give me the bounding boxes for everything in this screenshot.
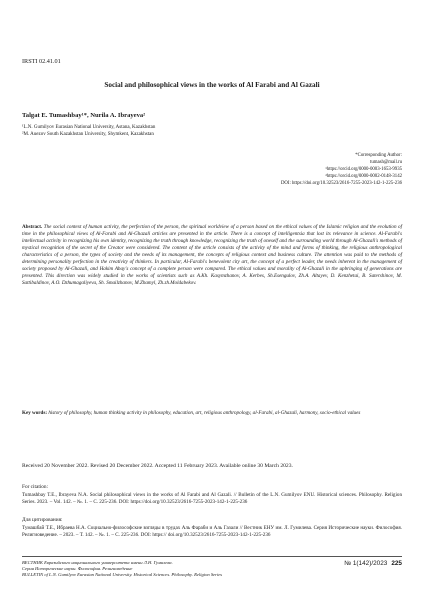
affiliation-1: ¹L.N. Gumilyov Eurasian National University, Astana, Kazakhstan <box>22 125 156 130</box>
orcid-link-1[interactable]: ¹https://orcid.org/0000-0003-1653-9935 <box>325 167 402 172</box>
footer-divider <box>22 556 402 557</box>
corresponding-label: *Corresponding Author: <box>355 153 402 158</box>
footer-line-1: ВЕСТНИК Евразийского национального университета имени Л.Н. Гумилева. <box>22 560 173 565</box>
doi-link[interactable]: DOI: https://doi.org/10.32523/2616-7255-2023-142-1-225-236 <box>280 181 402 186</box>
citation-ru-heading: Для цитирования: <box>22 517 63 523</box>
page-number: 225 <box>391 560 402 567</box>
abstract-label: Abstract. <box>22 224 43 230</box>
journal-footer <box>22 560 222 579</box>
article-title: Social and philosophical views in the works of Al Farabi and Al Gazali <box>104 81 320 89</box>
citation-en-text: Tumashbay T.E., Ibrayeva N.A. Social philosophical views in the works of Al Farabi and Al Gazali. // Bulletin of the L.N. Gumilyov ENU. Historical sciences. Philosophy. Religion Series. 2023. – Vol. 142. – №. 1. – С. 225-236. DOI: https://doi.org/10.32523/2616-7255-2023-142-1-225-236 <box>22 492 402 506</box>
corresponding-email[interactable]: tumash@mail.ru <box>370 160 402 165</box>
citation-en-heading: For citation: <box>22 484 49 490</box>
orcid-link-2[interactable]: ²https://orcid.org/0000-0002-0148-3142 <box>325 174 402 179</box>
keywords <box>22 410 402 417</box>
footer-line-3: BULLETIN of L.N. Gumilyov Eurasian National University. Historical Sciences. Philosophy. Religion Series <box>22 572 223 578</box>
keywords-label: Key words: <box>22 410 48 416</box>
irsti-code: IRSTI 02.41.01 <box>22 58 61 65</box>
keywords-text: history of philosophy, human thinking activity in philosophy, education, art, religious anthropology, al-Farabi, al-Ghazali, harmony, socio-ethical values <box>48 410 361 416</box>
issue-number: № 1(142)/2023 <box>344 560 388 567</box>
affiliation-2: ²M. Auezov South Kazakhstan University, Shymkent, Kazakhstan <box>22 131 154 137</box>
abstract <box>22 224 402 287</box>
page-info <box>344 560 402 567</box>
footer-line-2: Серия Исторические науки. Философия. Религиоведение <box>22 566 133 572</box>
authors: Talgat E. Tumashbay¹*, Nurila A. Ibrayeva² <box>22 112 146 119</box>
abstract-text: The social context of human activity, the perfection of the person, the spiritual worldview of a person based on the ethical values of the Islamic religion and the evolution of time in the philosophical views of Al-Farabi and Al-Ghazali articles are presented in the article. There is a concept of intelligentsia that lost its relevance in science. Al-Farabi's intellectual activity in recognizing his own identity, recognizing the truth through knowledge, recognizing the truth of oneself and the surrounding world through Al-Ghazali's methods of mystical recognition of the secret of the Creator were considered. The content of the article consists of the activity of the mind and forms of thinking, the religious anthropological characteristics of a person, the types of society and the needs of its management, the concepts of religious context and business culture. The attention was paid to the methods of determining personality perfection in the creativity of thinkers. In particular, Al-Farabi's benevolent city art, the concept of a perfect leader, the needs inherent in the management of society proposed by Al-Ghazali, and Hakim Abay's concept of a complete person were compared. The ethical values and morality of Al-Ghazali in the upbringing of generations are presented. This direction was widely studied in the works of scientists such as A.Kh. Kasymzhanov, A. Kerbes, Sh.Esengulov, Zh.A. Altayev, D. Kenzhetai, B. Satershinov, M. Sattibaldinov, A.O. Dzhumagaliyeva, Sh. Smailzhanov, M.Zhamyl, Zh.zh.Moldabekov. <box>22 224 402 287</box>
citation-ru-text: Тумашбай Т.Е., Ибраева Н.А. Социально-философские взгляды в трудах Аль Фараби и Аль Газали // Вестник ЕНУ им. Л. Гумилева. Серия Исторические науки. Философия. Религиоведение. – 2023. – Т. 142. – №. 1. – С. 225-236. DOI: https:// doi.org/10.32523/2616-7255-2023-142-1-225-236 <box>22 525 402 539</box>
received-dates: Received 20 November 2022. Revised 20 December 2022. Accepted 11 February 2023. Available online 30 March 2023. <box>22 463 293 469</box>
